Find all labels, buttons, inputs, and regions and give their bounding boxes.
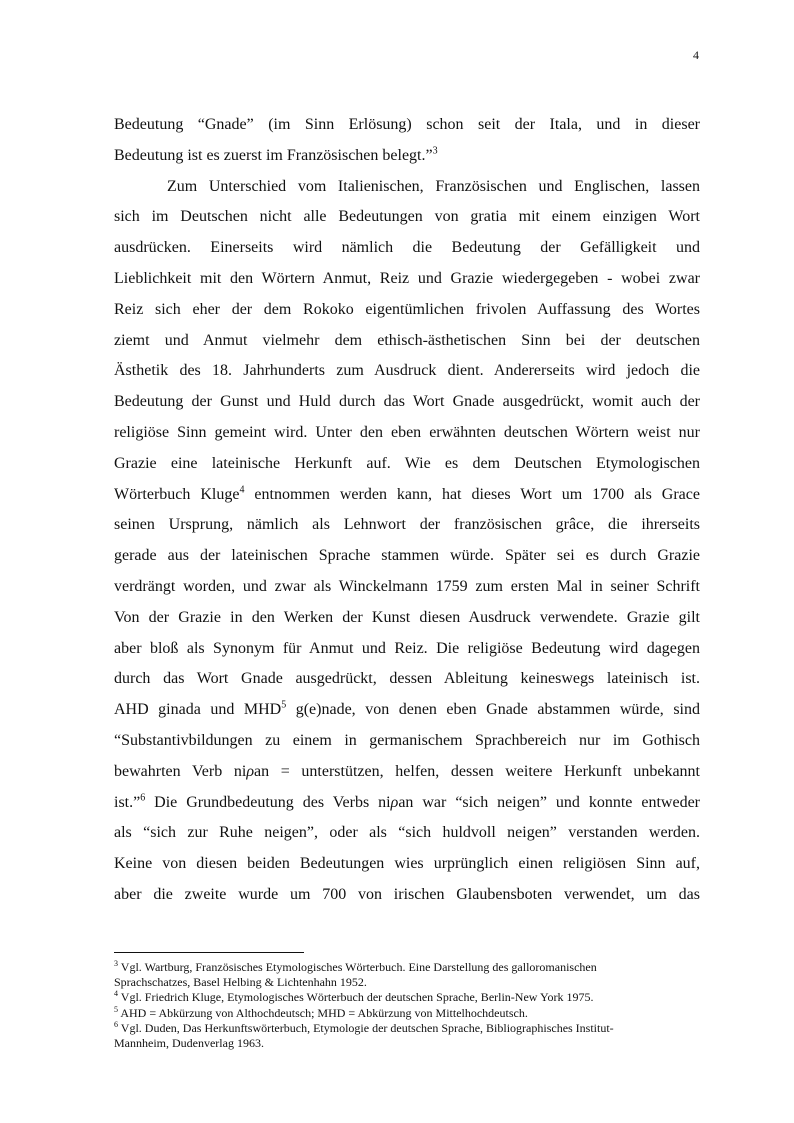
- text-line: Lieblichkeit mit den Wörtern Anmut, Reiz und Grazie wiedergegeben - wobei zwar: [114, 269, 700, 287]
- text-line: bewahrten Verb niρan = unterstützen, helfen, dessen weitere Herkunft unbekannt: [114, 762, 701, 780]
- greek-rho: ρ: [246, 762, 254, 780]
- footnote-3: $^3$ Vgl. Wartburg, Französisches Etymologisches Wörterbuch. Eine Darstellung des galloromanischen: [114, 958, 597, 974]
- text-line: “Substantivbildungen zu einem in germanischem Sprachbereich nur im Gothisch: [114, 731, 700, 749]
- text-line: Keine von diesen beiden Bedeutungen wies urprünglich einen religiösen Sinn auf,: [114, 855, 700, 873]
- text-line: ausdrücken. Einerseits wird nämlich die Bedeutung der Gefälligkeit und: [114, 239, 700, 257]
- text-line: ist.”$^6$ Die Grundbedeutung des Verbs niρan war “sich neigen” und konnte entweder: [114, 792, 701, 811]
- text-line: Wörterbuch Kluge$^4$ entnommen werden kann, hat dieses Wort um 1700 als Grace: [114, 484, 700, 503]
- text-line: Bedeutung ist es zuerst im Französischen belegt.”$^3$: [114, 145, 438, 164]
- footnote-ref: 3: [432, 145, 438, 157]
- text-line: aber bloß als Synonym für Anmut und Reiz. Die religiöse Bedeutung wird dagegen: [114, 639, 700, 657]
- text-line: religiöse Sinn gemeint wird. Unter den eben erwähnten deutschen Wörtern weist nur: [114, 423, 700, 441]
- text-line: Bedeutung der Gunst und Huld durch das Wort Gnade ausgedrückt, womit auch der: [114, 393, 700, 411]
- text-line: durch das Wort Gnade ausgedrückt, dessen Ableitung keineswegs lateinisch ist.: [114, 670, 700, 688]
- footnote-4: $^4$ Vgl. Friedrich Kluge, Etymologisches Wörterbuch der deutschen Sprache, Berlin-New York 1975.: [114, 989, 594, 1005]
- text-line: aber die zweite wurde um 700 von irischen Glaubensboten verwendet, um das: [114, 885, 700, 903]
- text-line: Von der Grazie in den Werken der Kunst diesen Ausdruck verwendete. Grazie gilt: [114, 608, 700, 626]
- footnote-ref: 5: [281, 699, 287, 711]
- text-line: sich im Deutschen nicht alle Bedeutungen von gratia mit einem einzigen Wort: [114, 208, 700, 226]
- footnote-5: $^5$ AHD = Abkürzung von Althochdeutsch; MHD = Abkürzung von Mittelhochdeutsch.: [114, 1004, 528, 1020]
- text-line: Zum Unterschied vom Italienischen, Französischen und Englischen, lassen: [167, 177, 700, 195]
- footnote-separator: [114, 952, 304, 953]
- footnote-ref: 6: [140, 792, 146, 804]
- footnote-6-cont: Mannheim, Dudenverlag 1963.: [114, 1036, 264, 1051]
- footnote-3-cont: Sprachschatzes, Basel Helbing & Lichtenhahn 1952.: [114, 975, 367, 990]
- greek-rho: ρ: [390, 793, 399, 811]
- page-number: 4: [693, 48, 699, 62]
- text-line: Grazie eine lateinische Herkunft auf. Wie es dem Deutschen Etymologischen: [114, 454, 700, 472]
- text-line: AHD ginada und MHD$^5$ g(e)nade, von denen eben Gnade abstammen würde, sind: [114, 699, 700, 719]
- text-line: seinen Ursprung, nämlich als Lehnwort der französischen grâce, die ihrerseits: [114, 516, 700, 534]
- footnote-ref: 4: [239, 484, 245, 496]
- text-line: ziemt und Anmut vielmehr dem ethisch-ästhetischen Sinn bei der deutschen: [114, 331, 700, 349]
- text-line: als “sich zur Ruhe neigen”, oder als “sich huldvoll neigen” verstanden werden.: [114, 824, 700, 842]
- footnotes: [114, 960, 700, 1051]
- footnote-6: $^6$ Vgl. Duden, Das Herkunftswörterbuch, Etymologie der deutschen Sprache, Bibliographisches Institut-: [114, 1019, 614, 1035]
- body-text: [114, 110, 700, 911]
- text-line: Ästhetik des 18. Jahrhunderts zum Ausdruck dient. Andererseits wird jedoch die: [114, 362, 700, 380]
- text-line: gerade aus der lateinischen Sprache stammen würde. Später sei es durch Grazie: [114, 547, 700, 565]
- text-line: verdrängt worden, und zwar als Winckelmann 1759 zum ersten Mal in seiner Schrift: [114, 577, 700, 595]
- text-line: Bedeutung “Gnade” (im Sinn Erlösung) schon seit der Itala, und in dieser: [114, 116, 700, 133]
- text-line: Reiz sich eher der dem Rokoko eigentümlichen frivolen Auffassung des Wortes: [114, 300, 700, 318]
